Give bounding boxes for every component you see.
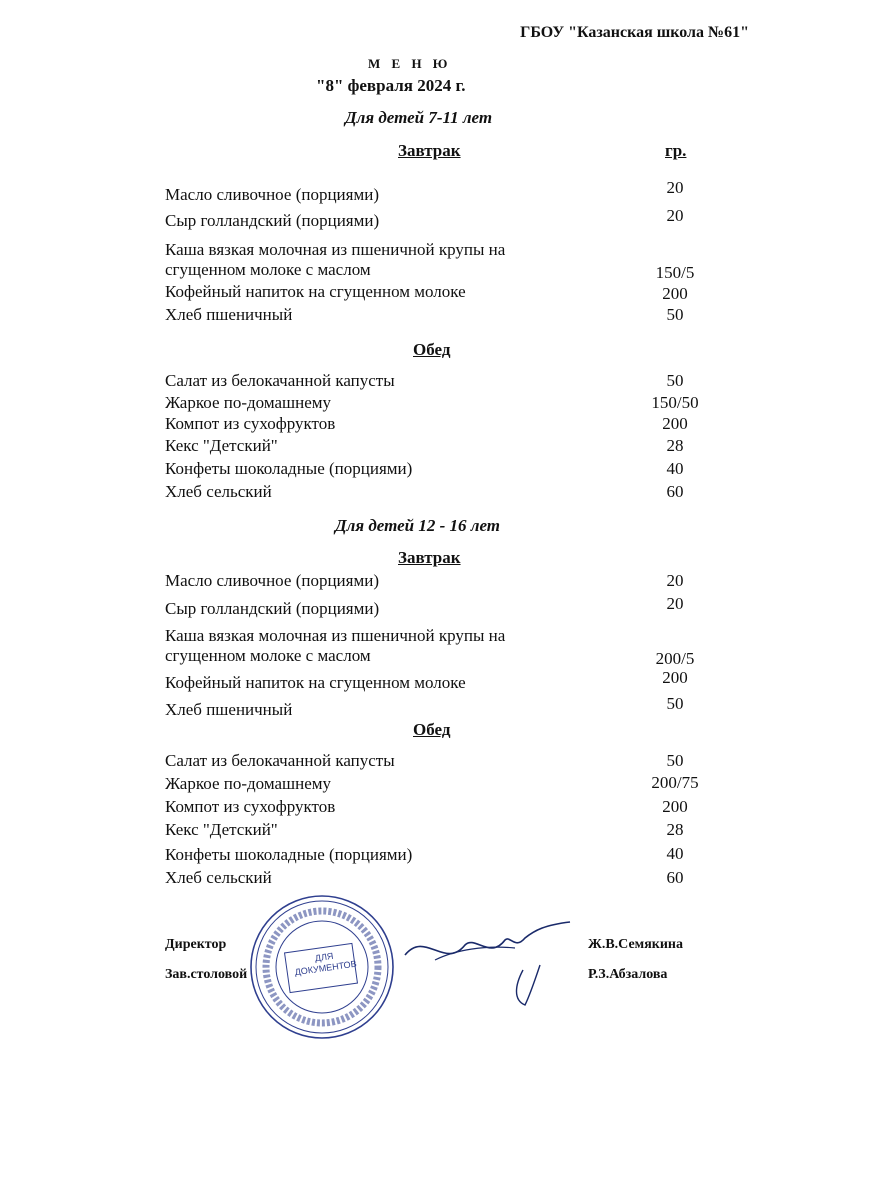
menu-item-weight: 200/75 — [651, 773, 699, 792]
menu-item-name: Хлеб пшеничный — [165, 700, 293, 719]
lunch-heading: Обед — [413, 340, 451, 359]
menu-item-weight: 20 — [666, 594, 684, 613]
menu-item-weight: 40 — [666, 844, 684, 863]
menu-item-name: Компот из сухофруктов — [165, 797, 336, 816]
menu-item-weight: 28 — [666, 820, 684, 839]
menu-item-weight: 200/5 — [655, 649, 695, 668]
menu-item-name: Конфеты шоколадные (порциями) — [165, 845, 413, 864]
menu-item-name: Кофейный напиток на сгущенном молоке — [165, 282, 466, 301]
menu-item-weight: 50 — [666, 751, 684, 770]
menu-item-name: Салат из белокачанной капусты — [165, 371, 395, 390]
age-group-heading: Для детей 7-11 лет — [345, 108, 493, 127]
menu-item-name: Каша вязкая молочная из пшеничной крупы на сгущенном молоке с маслом — [165, 626, 506, 665]
menu-item-weight: 60 — [666, 868, 684, 887]
breakfast-heading: Завтрак — [398, 141, 461, 160]
stamp-text: ДЛЯ ДОКУМЕНТОВ — [294, 950, 358, 978]
menu-item-name: Масло сливочное (порциями) — [165, 571, 379, 590]
menu-item-name: Сыр голландский (порциями) — [165, 211, 380, 230]
menu-item-weight: 40 — [666, 459, 684, 478]
menu-item-name: Хлеб сельский — [165, 482, 272, 501]
menu-item-weight: 200 — [662, 284, 688, 303]
canteen-manager-title: Зав.столовой — [165, 967, 248, 982]
menu-item-weight: 50 — [666, 694, 684, 713]
menu-item-name: Кекс "Детский" — [165, 436, 278, 455]
menu-item-name: Каша вязкая молочная из пшеничной крупы на сгущенном молоке с маслом — [165, 240, 506, 279]
menu-item-weight: 150/50 — [651, 393, 699, 412]
menu-item-weight: 28 — [666, 436, 684, 455]
lunch-heading: Обед — [413, 720, 451, 739]
menu-item-name: Компот из сухофруктов — [165, 414, 336, 433]
menu-item-name: Хлеб сельский — [165, 868, 272, 887]
breakfast-heading: Завтрак — [398, 548, 461, 567]
age-group-heading: Для детей 12 - 16 лет — [335, 516, 501, 535]
menu-item-weight: 50 — [666, 305, 684, 324]
menu-item-name: Кекс "Детский" — [165, 820, 278, 839]
menu-item-weight: 200 — [662, 797, 688, 816]
director-name: Ж.В.Семякина — [588, 937, 683, 952]
menu-item-name: Жаркое по-домашнему — [165, 393, 332, 412]
menu-item-name: Сыр голландский (порциями) — [165, 599, 380, 618]
menu-item-weight: 200 — [662, 414, 688, 433]
menu-date: "8" февраля 2024 г. — [316, 76, 466, 95]
handwritten-signature — [395, 910, 595, 1015]
menu-item-weight: 200 — [662, 668, 688, 687]
menu-item-weight: 150/5 — [655, 263, 695, 282]
menu-item-weight: 60 — [666, 482, 684, 501]
director-title: Директор — [165, 937, 227, 952]
menu-item-weight: 50 — [666, 371, 684, 390]
menu-item-name: Салат из белокачанной капусты — [165, 751, 395, 770]
menu-item-name: Конфеты шоколадные (порциями) — [165, 459, 413, 478]
menu-item-name: Масло сливочное (порциями) — [165, 185, 379, 204]
menu-item-name: Кофейный напиток на сгущенном молоке — [165, 673, 466, 692]
menu-item-name: Жаркое по-домашнему — [165, 774, 332, 793]
menu-item-weight: 20 — [666, 178, 684, 197]
menu-item-weight: 20 — [666, 206, 684, 225]
menu-title: М Е Н Ю — [368, 56, 452, 71]
unit-heading: гр. — [665, 141, 687, 160]
organization-name: ГБОУ "Казанская школа №61" — [520, 24, 749, 41]
menu-item-weight: 20 — [666, 571, 684, 590]
canteen-manager-name: Р.З.Абзалова — [588, 967, 668, 982]
menu-item-name: Хлеб пшеничный — [165, 305, 293, 324]
